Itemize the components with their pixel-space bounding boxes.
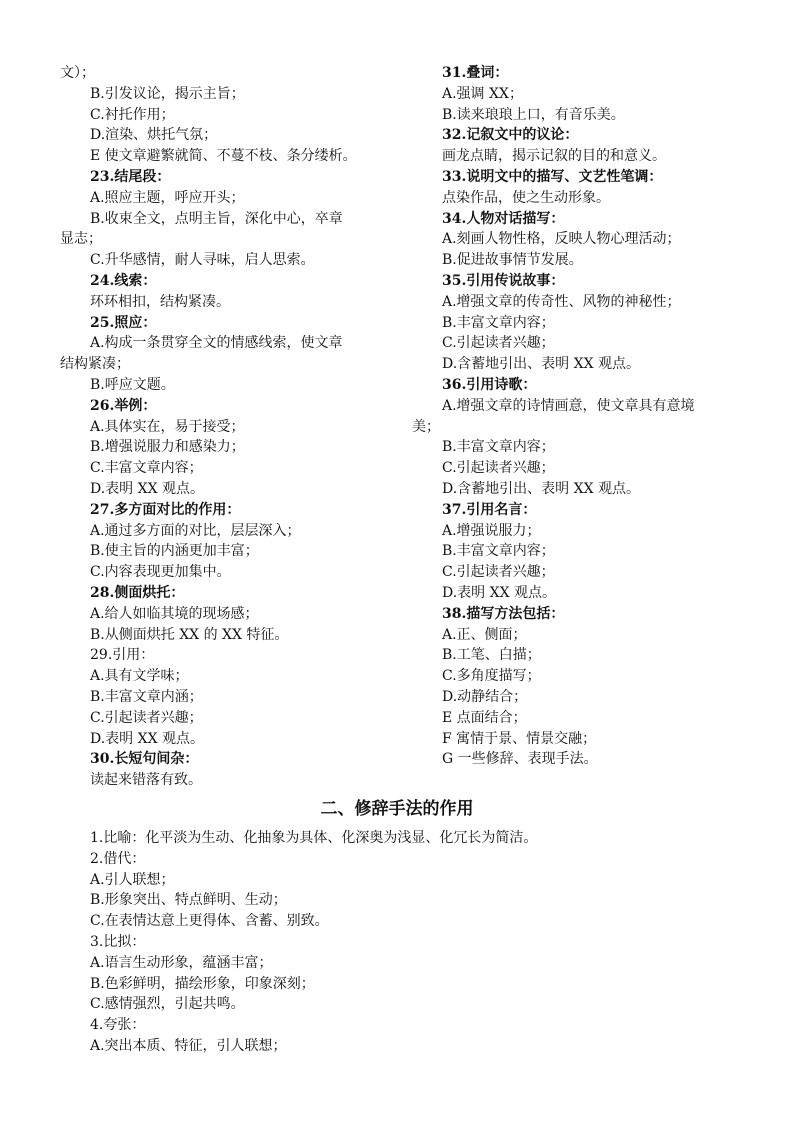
section-heading: 25.照应：	[90, 314, 157, 331]
text-line: C.引起读者兴趣；	[90, 709, 203, 726]
text-line: D.表明 XX 观点。	[442, 584, 557, 601]
text-line: B.丰富文章内容；	[442, 314, 555, 331]
section-heading: 36.引用诗歌：	[442, 376, 537, 393]
text-line: A.正、侧面；	[442, 626, 527, 643]
text-line: C.内容表现更加集中。	[90, 564, 231, 581]
text-line: A.语言生动形象，蕴涵丰富；	[90, 954, 273, 971]
text-line: 美；	[412, 418, 440, 435]
text-line: C.多角度描写；	[442, 668, 541, 685]
text-line: B.使主旨的内涵更加丰富；	[90, 543, 259, 560]
text-line: 29.引用：	[90, 647, 155, 664]
text-line: 画龙点睛，揭示记叙的目的和意义。	[442, 148, 666, 165]
section-heading: 34.人物对话描写：	[442, 210, 565, 227]
section-heading: 27.多方面对比的作用：	[90, 501, 241, 518]
section-heading: 37.引用名言：	[442, 501, 537, 518]
text-line: A.通过多方面的对比，层层深入；	[90, 522, 301, 539]
text-line: A.给人如临其境的现场感；	[90, 605, 259, 622]
text-line: A.引人联想；	[90, 871, 175, 888]
text-line: A.构成一条贯穿全文的情感线索，使文章	[90, 335, 343, 352]
text-line: A.具有文学味；	[90, 668, 189, 685]
text-line: 显志；	[60, 231, 102, 248]
text-line: C.引起读者兴趣；	[442, 335, 555, 352]
text-line: 文）；	[60, 65, 95, 81]
text-line: A.突出本质、特征，引人联想；	[90, 1037, 287, 1054]
text-line: 环环相扣，结构紧凑。	[90, 293, 230, 310]
section-heading: 23.结尾段：	[90, 168, 171, 185]
text-line: B.增强说服力和感染力；	[90, 439, 245, 456]
section-heading: 32.记叙文中的议论：	[442, 127, 579, 144]
text-line: B.从侧面烘托 XX 的 XX 特征。	[90, 626, 289, 643]
text-line: A.增强文章的传奇性、风物的神秘性；	[442, 293, 681, 310]
rhetoric-list	[90, 828, 730, 1057]
text-line: C.升华感情，耐人寻味，启人思索。	[90, 252, 315, 269]
text-line: B.促进故事情节发展。	[442, 252, 583, 269]
text-line: 结构紧凑；	[60, 356, 130, 373]
text-line: D.含蓄地引出、表明 XX 观点。	[442, 356, 641, 373]
text-line: B.收束全文，点明主旨，深化中心，卒章	[90, 210, 343, 227]
section-heading: 38.描写方法包括：	[442, 605, 565, 622]
text-line: C.感情强烈，引起共鸣。	[90, 996, 245, 1013]
text-line: 4.夸张：	[90, 1017, 146, 1034]
text-line: B.丰富文章内容；	[442, 543, 555, 560]
text-line: B.丰富文章内涵；	[90, 688, 203, 705]
text-line: C.引起读者兴趣；	[442, 564, 555, 581]
text-line: B.呼应文题。	[90, 376, 175, 393]
section-title: 二、修辞手法的作用	[320, 799, 474, 819]
section-heading: 30.长短句间杂：	[90, 751, 199, 768]
text-line: B.形象突出、特点鲜明、生动；	[90, 892, 287, 909]
section-heading: 28.侧面烘托：	[90, 584, 185, 601]
text-line: 3.比拟：	[90, 933, 146, 950]
text-line: E 点面结合；	[442, 709, 527, 726]
text-line: B.引发议论，揭示主旨；	[90, 85, 245, 102]
text-line: D.表明 XX 观点。	[90, 480, 205, 497]
text-line: 点染作品，使之生动形象。	[442, 189, 610, 206]
right-column	[412, 63, 752, 770]
text-line: D.动静结合；	[442, 688, 528, 705]
text-line: B.丰富文章内容；	[442, 439, 555, 456]
text-line: D.渲染、烘托气氛；	[90, 127, 218, 144]
text-line: B.色彩鲜明，描绘形象，印象深刻；	[90, 975, 315, 992]
text-line: A.具体实在，易于接受；	[90, 418, 245, 435]
section-heading: 35.引用传说故事：	[442, 272, 565, 289]
text-line: B.读来琅琅上口，有音乐美。	[442, 106, 625, 123]
text-line: D.表明 XX 观点。	[90, 730, 205, 747]
section-heading: 24.线索：	[90, 272, 157, 289]
text-line: A.增强文章的诗情画意，使文章具有意境	[442, 397, 695, 414]
text-line: D.含蓄地引出、表明 XX 观点。	[442, 480, 641, 497]
text-line: G 一些修辞、表现手法。	[442, 751, 598, 768]
text-line: E 使文章避繁就简、不蔓不枝、条分缕析。	[90, 148, 357, 165]
text-line: F 寓情于景、情景交融；	[442, 730, 597, 747]
text-line: 读起来错落有致。	[90, 772, 202, 789]
text-line: A.照应主题，呼应开头；	[90, 189, 245, 206]
left-column	[60, 63, 390, 791]
text-line: C.衬托作用；	[90, 106, 175, 123]
text-line: 1.比喻：化平淡为生动、化抽象为具体、化深奥为浅显、化冗长为简洁。	[90, 830, 538, 846]
text-line: C.引起读者兴趣；	[442, 460, 555, 477]
text-line: B.工笔、白描；	[442, 647, 541, 664]
text-line: A.刻画人物性格，反映人物心理活动；	[442, 231, 681, 248]
text-line: C.丰富文章内容；	[90, 460, 203, 477]
text-line: 2.借代：	[90, 850, 146, 867]
text-line: A.强调 XX；	[442, 85, 523, 102]
section-heading: 26.举例：	[90, 397, 157, 414]
text-line: C.在表情达意上更得体、含蓄、别致。	[90, 913, 329, 930]
text-line: A.增强说服力；	[442, 522, 541, 539]
section-heading: 33.说明文中的描写、文艺性笔调：	[442, 168, 663, 185]
section-heading: 31.叠词：	[442, 65, 509, 81]
